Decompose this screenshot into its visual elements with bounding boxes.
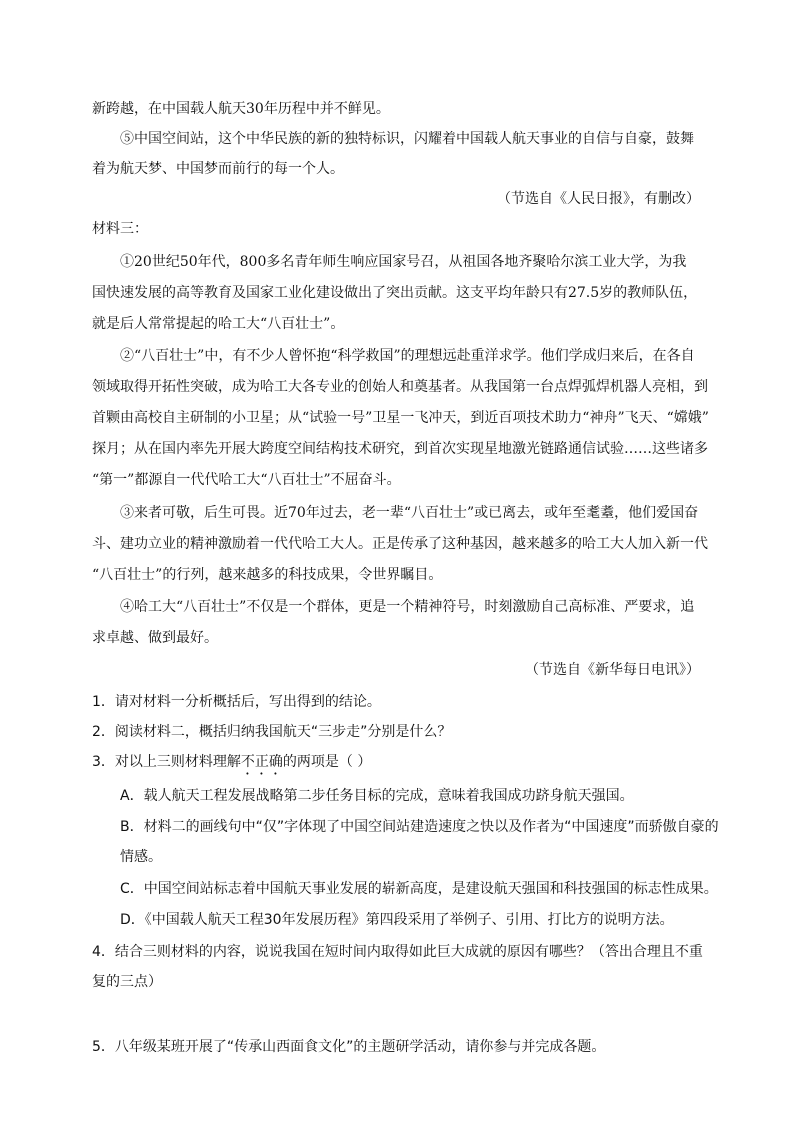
material2-paragraph5-line1: ⑤中国空间站，这个中华民族的新的独特标识，闪耀着中国载人航天事业的自信与自豪，鼓舞 [120, 131, 694, 147]
material3-p1-line2: 国快速发展的高等教育及国家工业化建设做出了突出贡献。这支平均年龄只有27.5岁的教师队伍， [92, 285, 698, 301]
question-3-option-b-line2: 情感。 [120, 849, 162, 865]
question-3-suffix: 的两项是（ ） [282, 754, 372, 770]
question-3-option-a: A．载人航天工程发展战略第二步任务目标的完成，意味着我国成功跻身航天强国。 [120, 788, 634, 804]
question-3 [92, 752, 371, 778]
material3-source: （节选自《新华每日电讯》） [525, 662, 700, 678]
question-5: 5．八年级某班开展了“传承山西面食文化”的主题研学活动，请你参与并完成各题。 [92, 1039, 606, 1055]
question-3-prefix: 3．对以上三则材料理解 [92, 754, 241, 770]
material3-heading: 材料三： [92, 221, 148, 237]
material3-p4-line2: 求卓越、做到最好。 [92, 630, 218, 646]
material3-p1-line3: 就是后人常常提起的哈工大“八百壮士”。 [92, 316, 345, 332]
question-2: 2．阅读材料二，概括归纳我国航天“三步走”分别是什么？ [92, 724, 452, 740]
question-3-option-d: D．《中国载人航天工程30年发展历程》第四段采用了举例子、引用、打比方的说明方法。 [120, 912, 674, 928]
material3-p3-line3: “八百壮士”的行列，越来越多的科技成果，令世界瞩目。 [92, 567, 443, 583]
question-3-emphasis: 不正确 [240, 754, 283, 770]
material3-p3-line1: ③来者可敬，后生可畏。近70年过去，老一辈“八百壮士”或已离去，或年至耄耋，他们爱国奋 [120, 505, 699, 521]
material3-p2-line3: 首颗由高校自主研制的小卫星；从“试验一号”卫星一飞冲天，到近百项技术助力“神舟”飞天、“嫦娥” [92, 410, 709, 426]
material2-paragraph5-line2: 着为航天梦、中国梦而前行的每一个人。 [92, 161, 344, 177]
question-1: 1．请对材料一分析概括后，写出得到的结论。 [92, 694, 381, 710]
material3-p2-line5: “第一”都源自一代代哈工大“八百壮士”不屈奋斗。 [92, 472, 401, 488]
material3-p2-line4: 探月；从在国内率先开展大跨度空间结构技术研究，到首次实现星地激光链路通信试验……这些诸多 [92, 441, 708, 457]
material3-p2-line2: 领域取得开拓性突破，成为哈工大各专业的创始人和奠基者。从我国第一台点焊弧焊机器人亮相，到 [92, 379, 708, 395]
question-3-option-c: C．中国空间站标志着中国航天事业发展的崭新高度，是建设航天强国和科技强国的标志性成果。 [120, 881, 718, 897]
material3-p4-line1: ④哈工大“八百壮士”不仅是一个群体，更是一个精神符号，时刻激励自己高标准、严要求，追 [120, 599, 695, 615]
material3-p3-line2: 斗、建功立业的精神激励着一代代哈工大人。正是传承了这种基因，越来越多的哈工大人加入新一代 [92, 536, 708, 552]
question-4-line2: 复的三点） [92, 974, 162, 990]
material3-p2-line1: ②“八百壮士”中，有不少人曾怀抱“科学救国”的理想远赴重洋求学。他们学成归来后，在各自 [120, 348, 695, 364]
material2-source: （节选自《人民日报》，有删改） [497, 191, 700, 207]
material3-p1-line1: ①20世纪50年代，800多名青年师生响应国家号召，从祖国各地齐聚哈尔滨工业大学，为我 [120, 254, 687, 270]
question-4-line1: 4．结合三则材料的内容，说说我国在短时间内取得如此巨大成就的原因有哪些？（答出合理且不重 [92, 944, 703, 960]
question-3-option-b-line1: B．材料二的画线句中“仅”字体现了中国空间站建造速度之快以及作者为“中国速度”而骄傲自豪的 [120, 819, 719, 835]
material2-last-line: 新跨越，在中国载人航天30年历程中并不鲜见。 [92, 101, 390, 117]
